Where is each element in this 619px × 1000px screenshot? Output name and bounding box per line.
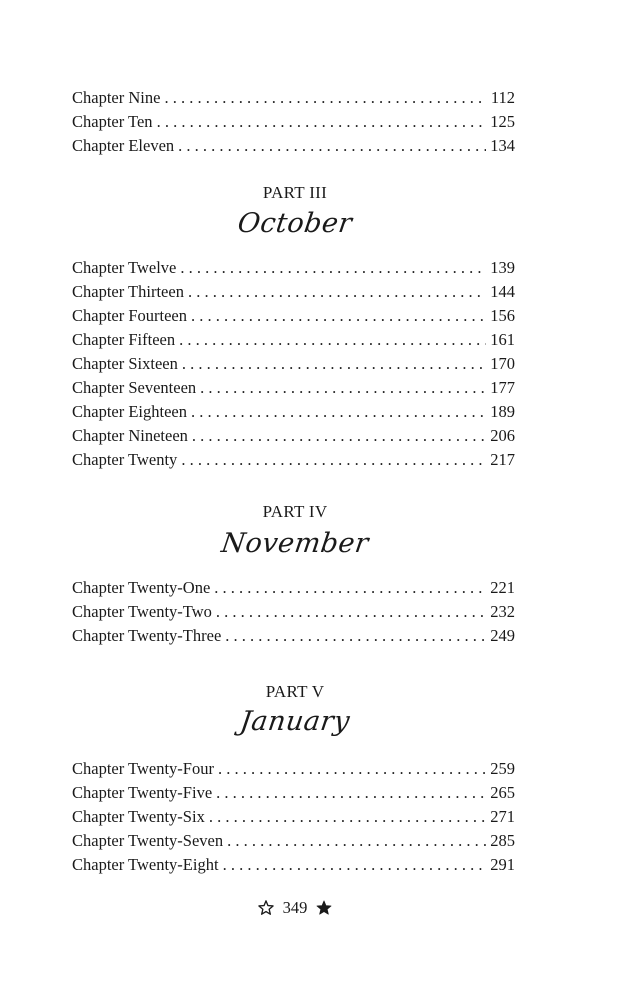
toc-entry[interactable] (72, 624, 515, 648)
chapter-title: Chapter Nine (72, 88, 161, 107)
chapter-page-number: 265 (490, 783, 515, 802)
dot-leader (157, 110, 487, 134)
chapter-page-number: 144 (490, 282, 515, 301)
chapter-title: Chapter Twenty-Seven (72, 831, 224, 850)
toc-entry[interactable] (72, 134, 515, 158)
toc-entry[interactable] (72, 86, 515, 110)
chapter-title: Chapter Eleven (72, 136, 175, 155)
toc-entry[interactable] (72, 781, 515, 805)
toc-entry[interactable] (72, 304, 515, 328)
solid-star-icon (315, 899, 333, 917)
chapter-page-number: 271 (490, 807, 515, 826)
dot-leader (223, 853, 487, 877)
chapter-page-number: 285 (490, 831, 515, 850)
chapter-title: Chapter Sixteen (72, 354, 178, 373)
chapter-title: Chapter Twenty-Six (72, 807, 205, 826)
dot-leader (191, 400, 486, 424)
dot-leader (191, 304, 486, 328)
chapter-page-number: 291 (490, 855, 515, 874)
dot-leader (179, 328, 486, 352)
chapter-title: Chapter Twenty-One (72, 578, 211, 597)
part-month-title: November (219, 528, 371, 559)
toc-entry[interactable] (72, 853, 515, 877)
chapter-title: Chapter Twenty-Five (72, 783, 213, 802)
chapter-page-number: 217 (490, 450, 515, 469)
chapter-page-number: 206 (490, 426, 515, 445)
chapter-page-number: 221 (490, 578, 515, 597)
dot-leader (218, 757, 486, 781)
toc-entry[interactable] (72, 328, 515, 352)
toc-entry[interactable] (72, 376, 515, 400)
part-heading: PART V (265, 682, 325, 701)
chapter-page-number: 134 (490, 136, 515, 155)
toc-entry[interactable] (72, 829, 515, 853)
dot-leader (182, 352, 486, 376)
page-footer (0, 898, 590, 918)
toc-entry[interactable] (72, 400, 515, 424)
dot-leader (214, 576, 486, 600)
chapter-page-number: 170 (490, 354, 515, 373)
chapter-title: Chapter Nineteen (72, 426, 188, 445)
toc-entry[interactable] (72, 352, 515, 376)
dot-leader (227, 829, 486, 853)
chapter-title: Chapter Ten (72, 112, 153, 131)
toc-entry[interactable] (72, 805, 515, 829)
outline-star-icon (257, 899, 275, 917)
toc-entry[interactable] (72, 256, 515, 280)
toc-entry[interactable] (72, 576, 515, 600)
chapter-title: Chapter Twenty-Two (72, 602, 212, 621)
chapter-page-number: 112 (490, 88, 515, 107)
chapter-title: Chapter Twelve (72, 258, 177, 277)
chapter-page-number: 189 (490, 402, 515, 421)
chapter-page-number: 139 (490, 258, 515, 277)
dot-leader (181, 448, 486, 472)
dot-leader (178, 134, 486, 158)
dot-leader (180, 256, 486, 280)
part-month-title: January (238, 706, 352, 737)
chapter-page-number: 249 (490, 626, 515, 645)
dot-leader (216, 781, 486, 805)
part-heading: PART III (262, 183, 328, 202)
chapter-title: Chapter Twenty-Four (72, 759, 214, 778)
chapter-title: Chapter Twenty-Eight (72, 855, 219, 874)
part-month-title: October (235, 208, 355, 239)
chapter-title: Chapter Twenty (72, 450, 178, 469)
part-heading: PART IV (262, 502, 328, 521)
dot-leader (188, 280, 486, 304)
dot-leader (192, 424, 486, 448)
chapter-page-number: 125 (490, 112, 515, 131)
toc-entry[interactable] (72, 757, 515, 781)
chapter-title: Chapter Eighteen (72, 402, 188, 421)
dot-leader (216, 600, 486, 624)
toc-entry[interactable] (72, 280, 515, 304)
toc-entry[interactable] (72, 110, 515, 134)
chapter-title: Chapter Fourteen (72, 306, 188, 325)
chapter-title: Chapter Seventeen (72, 378, 197, 397)
toc-entry[interactable] (72, 448, 515, 472)
dot-leader (209, 805, 486, 829)
chapter-page-number: 161 (490, 330, 515, 349)
dot-leader (225, 624, 486, 648)
toc-entry[interactable] (72, 424, 515, 448)
chapter-page-number: 259 (490, 759, 515, 778)
chapter-title: Chapter Thirteen (72, 282, 184, 301)
dot-leader (200, 376, 486, 400)
dot-leader (164, 86, 486, 110)
chapter-page-number: 232 (490, 602, 515, 621)
chapter-page-number: 177 (490, 378, 515, 397)
page-number: 349 (282, 898, 308, 917)
chapter-page-number: 156 (490, 306, 515, 325)
chapter-title: Chapter Fifteen (72, 330, 176, 349)
chapter-title: Chapter Twenty-Three (72, 626, 222, 645)
toc-entry[interactable] (72, 600, 515, 624)
